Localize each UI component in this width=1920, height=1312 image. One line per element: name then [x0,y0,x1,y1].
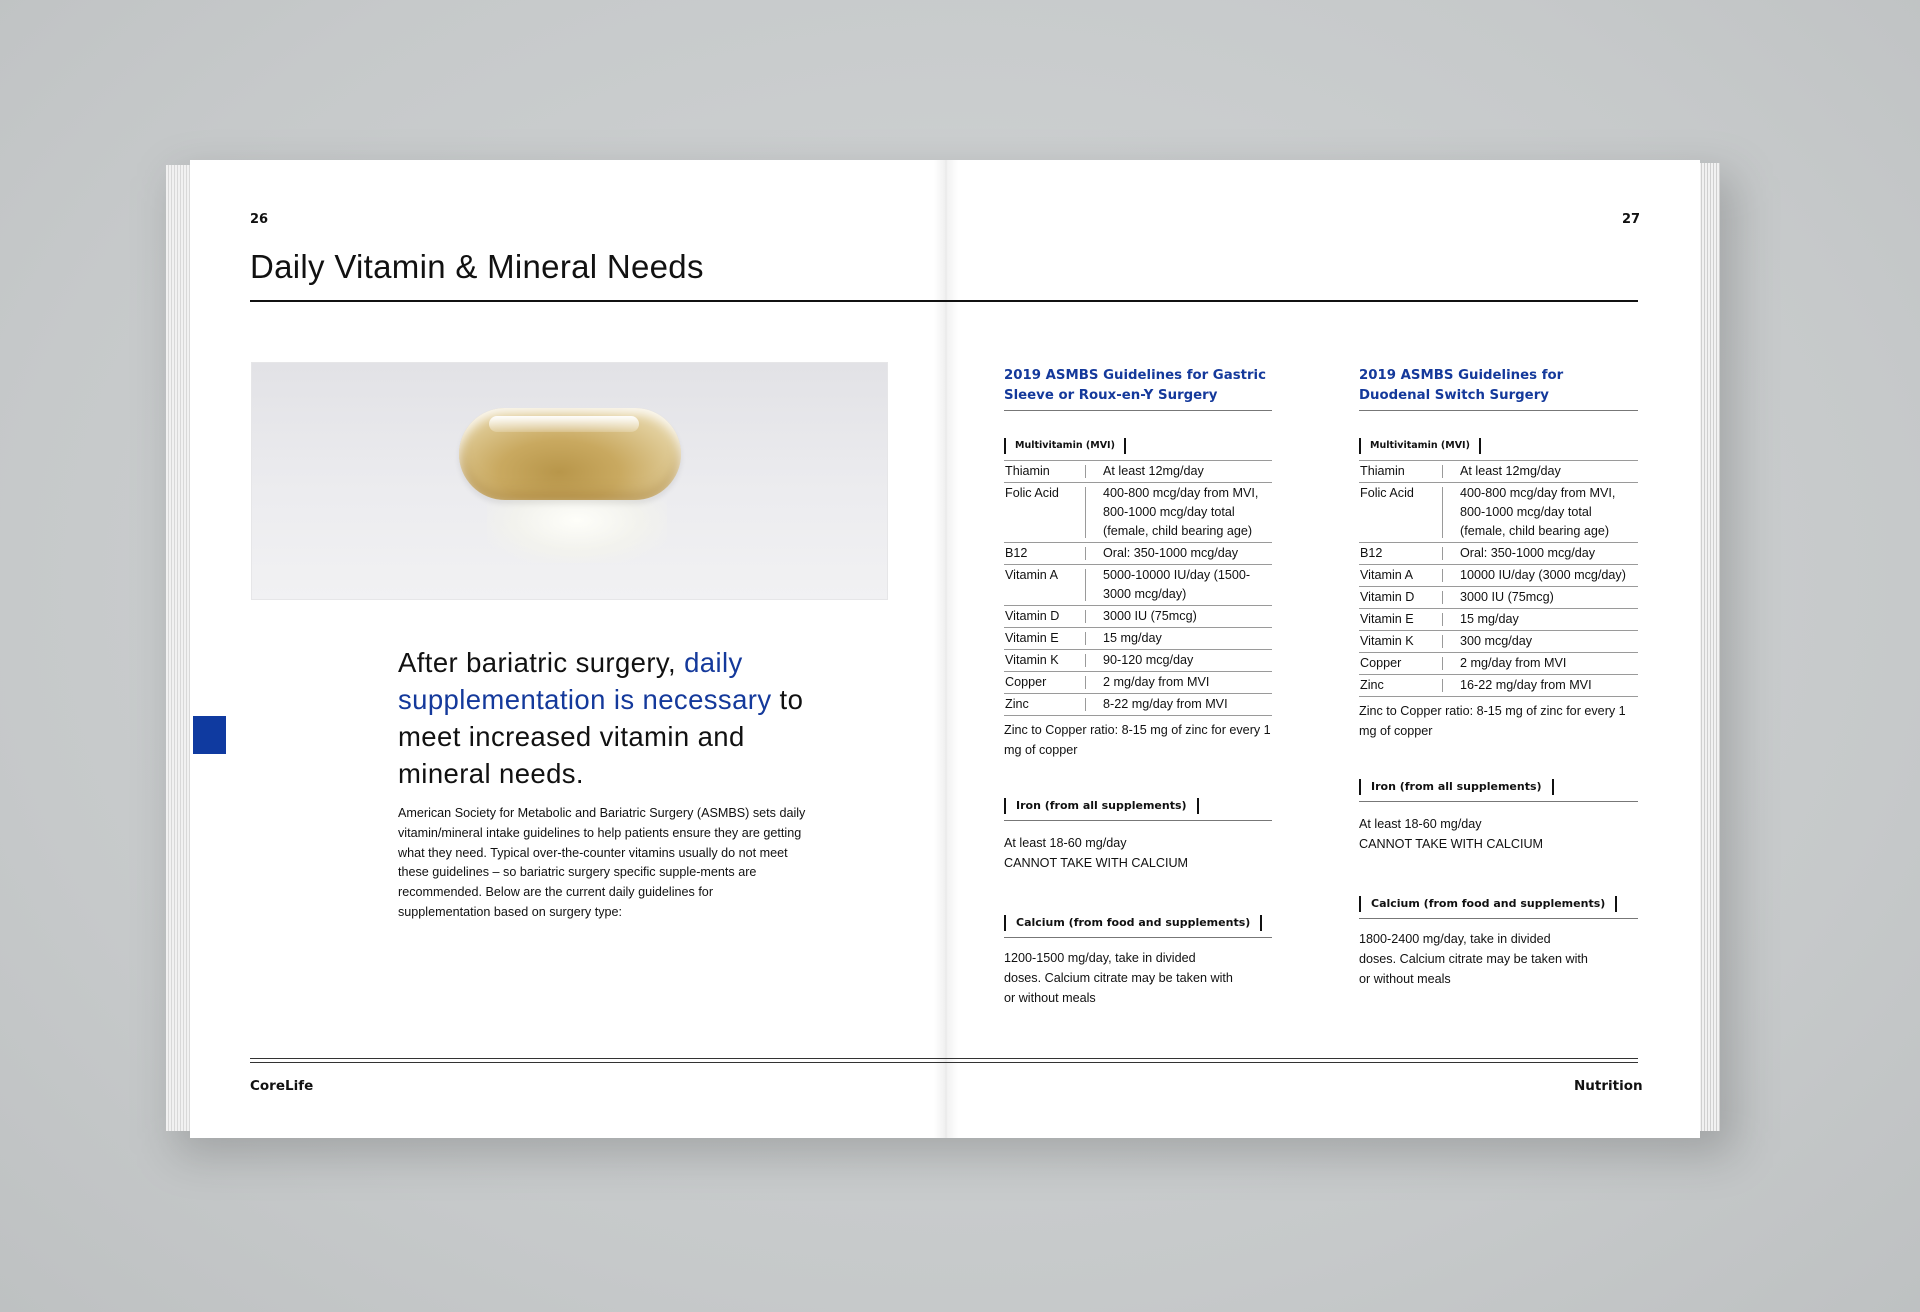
table-row [1004,628,1272,650]
calcium-rule [1359,918,1638,919]
heading-rule [1004,410,1272,411]
section-label-calcium: Calcium (from food and supplements) [1359,896,1617,912]
footer-brand: CoreLife [250,1078,314,1094]
nutrient-value: At least 12mg/day [1440,461,1638,483]
pull-quote-highlight: daily supplementation is necessary [398,647,772,715]
nutrient-value: 10000 IU/day (3000 mcg/day) [1440,565,1638,587]
footer-rule [250,1062,1638,1063]
zinc-copper-note: Zinc to Copper ratio: 8-15 mg of zinc for every 1 mg of copper [1359,704,1626,738]
nutrient-value: Oral: 350-1000 mcg/day [1440,543,1638,565]
table-row [1004,650,1272,672]
table-row [1359,675,1638,697]
section-label-calcium: Calcium (from food and supplements) [1004,915,1262,931]
pull-quote-after: to meet increased vitamin and mineral needs. [398,684,804,789]
nutrient-name: Thiamin [1359,461,1440,483]
section-label-mvi: Multivitamin (MVI) [1004,438,1126,454]
iron-warning: CANNOT TAKE WITH CALCIUM [1004,856,1189,870]
nutrient-name: Zinc [1359,675,1440,697]
table-row [1004,694,1272,716]
nutrient-name: Vitamin K [1359,631,1440,653]
pull-quote [398,644,838,792]
nutrient-name: Thiamin [1004,461,1083,483]
table-row [1004,565,1272,606]
table-row [1359,653,1638,675]
nutrient-value: 2 mg/day from MVI [1440,653,1638,675]
nutrient-value: 300 mcg/day [1440,631,1638,653]
nutrient-name: B12 [1359,543,1440,565]
iron-rule [1004,820,1272,821]
nutrient-value: 400-800 mcg/day from MVI, 800-1000 mcg/day total (female, child bearing age) [1440,483,1638,543]
vitamin-table [1359,460,1638,697]
nutrient-value: 400-800 mcg/day from MVI, 800-1000 mcg/day total (female, child bearing age) [1083,483,1272,543]
title-rule [250,300,1638,302]
column-heading: 2019 ASMBS Guidelines for Gastric Sleeve or Roux-en-Y Surgery [1004,368,1266,403]
column-heading: 2019 ASMBS Guidelines for Duodenal Switch Surgery [1359,368,1564,403]
calcium-rule [1004,937,1272,938]
calcium-text: 1200-1500 mg/day, take in divided doses. Calcium citrate may be taken with or without meals [1004,951,1233,1005]
table-row [1359,631,1638,653]
table-row [1004,672,1272,694]
nutrient-name: Copper [1359,653,1440,675]
pull-quote-before: After bariatric surgery, [398,647,685,678]
guidelines-column-sleeve [1004,366,1272,1008]
nutrient-name: B12 [1004,543,1083,565]
footer-section: Nutrition [1574,1078,1643,1094]
nutrient-value: 90-120 mcg/day [1083,650,1272,672]
nutrient-value: Oral: 350-1000 mcg/day [1083,543,1272,565]
iron-amount: At least 18-60 mg/day [1004,836,1127,850]
nutrient-name: Vitamin E [1359,609,1440,631]
nutrient-name: Zinc [1004,694,1083,716]
nutrient-name: Folic Acid [1004,483,1083,543]
calcium-text: 1800-2400 mg/day, take in divided doses. Calcium citrate may be taken with or without meals [1359,932,1588,986]
nutrient-value: At least 12mg/day [1083,461,1272,483]
vitamin-table [1004,460,1272,716]
nutrient-value: 5000-10000 IU/day (1500-3000 mcg/day) [1083,565,1272,606]
footer-rule [250,1058,1638,1059]
guidelines-column-duodenal [1359,366,1638,989]
heading-rule [1359,410,1638,411]
iron-amount: At least 18-60 mg/day [1359,817,1482,831]
nutrient-value: 8-22 mg/day from MVI [1083,694,1272,716]
section-label-iron: Iron (from all supplements) [1359,779,1554,795]
nutrient-name: Vitamin D [1359,587,1440,609]
table-row [1359,543,1638,565]
table-row [1359,461,1638,483]
page-title: Daily Vitamin & Mineral Needs [250,248,704,285]
capsule-photo [251,362,888,600]
softgel-capsule-image [459,408,681,500]
table-row [1359,565,1638,587]
section-label-iron: Iron (from all supplements) [1004,798,1199,814]
nutrient-value: 3000 IU (75mcg) [1083,606,1272,628]
table-row [1359,483,1638,543]
iron-warning: CANNOT TAKE WITH CALCIUM [1359,837,1544,851]
nutrient-name: Vitamin E [1004,628,1083,650]
nutrient-name: Vitamin D [1004,606,1083,628]
table-row [1004,606,1272,628]
nutrient-value: 15 mg/day [1083,628,1272,650]
book-spine [934,160,958,1138]
nutrient-name: Copper [1004,672,1083,694]
nutrient-name: Vitamin K [1004,650,1083,672]
table-row [1004,483,1272,543]
section-label-mvi: Multivitamin (MVI) [1359,438,1481,454]
iron-rule [1359,801,1638,802]
table-row [1359,587,1638,609]
table-row [1359,609,1638,631]
nutrient-value: 15 mg/day [1440,609,1638,631]
zinc-copper-note: Zinc to Copper ratio: 8-15 mg of zinc for every 1 mg of copper [1004,723,1271,757]
page-tab-marker [193,716,226,754]
page-number-left: 26 [250,212,269,227]
table-row [1004,543,1272,565]
nutrient-value: 2 mg/day from MVI [1083,672,1272,694]
page-number-right: 27 [1622,212,1641,227]
nutrient-name: Folic Acid [1359,483,1440,543]
intro-paragraph: American Society for Metabolic and Bariatric Surgery (ASMBS) sets daily vitamin/mineral intake guidelines to help patients ensure they are getting what they need. Typical over-the-counter vitamins usually do not meet these guidelines – so bariatric surgery specific supple-ments are recommended. Below are the current daily guidelines for supplementation based on surgery type: [398,806,806,919]
nutrient-value: 16-22 mg/day from MVI [1440,675,1638,697]
nutrient-value: 3000 IU (75mcg) [1440,587,1638,609]
nutrient-name: Vitamin A [1004,565,1083,606]
nutrient-name: Vitamin A [1359,565,1440,587]
table-row [1004,461,1272,483]
